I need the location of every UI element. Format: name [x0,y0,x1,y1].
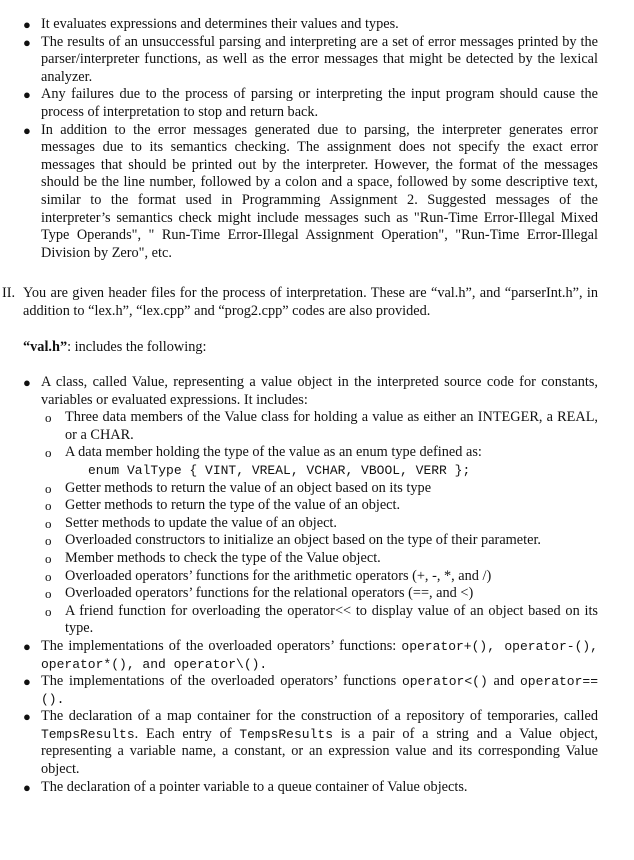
bullet-icon: ● [23,87,31,103]
section-ii-text: You are given header files for the process of interpretation. These are “val.h”, and “parserInt.h”, in addition to “lex.h”, “lex.cpp” and “prog2.cpp” codes are also provided. [23,285,598,319]
bullet-icon: ● [23,122,31,138]
bullet-icon: ● [23,779,31,795]
map-code-1: TempsResults [41,726,135,742]
value-class-intro: A class, called Value, representing a value object in the interpreted source code for constants, variables or evaluated expressions. It includes: [41,374,598,408]
map-text-3: is a pair of a string and a Value object, representing a variable name, a constant, or an expression value and its corresponding Value object. [41,725,598,778]
map-text-1: The declaration of a map container for the construction of a repository of temporaries, called [41,708,598,725]
valh-heading-bold: “val.h” [23,339,68,355]
valh-heading [23,339,206,357]
valh-list [0,374,598,796]
section-ii [0,285,598,320]
impl1-code: operator+(), operator-(), operator*(), and operator\(). [41,638,598,672]
enum-code-line [0,462,598,480]
circle-bullet-icon: o [45,445,52,461]
list-item [0,374,598,409]
impl2-mid: and [487,673,520,690]
list-item [0,638,598,673]
list-item: o Overloaded operators’ functions for the arithmetic operators (+, -, *, and /) [45,567,492,584]
circle-bullet-icon: o [45,550,52,566]
value-class-sublist [0,409,598,638]
circle-bullet-icon: o [45,480,52,496]
circle-bullet-icon: o [45,586,52,602]
list-item [0,779,598,797]
valh-heading-rest: : includes the following: [67,339,207,355]
circle-bullet-icon: o [45,603,52,619]
list-item: ● It evaluates expressions and determines their values and types. [23,16,399,32]
list-item: o Overloaded operators’ functions for the relational operators (==, and <) [45,585,474,602]
section-number: II. [2,285,16,301]
list-item: o Setter methods to update the value of an object. [45,514,337,531]
list-item [0,673,598,708]
list-item: o Getter methods to return the value of an object based on its type [45,479,432,496]
bullet-icon: ● [23,17,31,32]
list-item: ● Any failures due to the process of parsing or interpreting the input program should cause the process of interpretation to stop and return back. [23,86,598,120]
enum-code: enum ValType { VINT, VREAL, VCHAR, VBOOL, VERR }; [88,462,471,478]
list-item: o A data member holding the type of the value as an enum type defined as: [45,444,482,461]
map-text-2: . Each entry of [134,725,240,742]
bullet-icon: ● [23,34,31,50]
queue-text: The declaration of a pointer variable to a queue container of Value objects. [41,778,468,795]
bullet-icon: ● [23,375,31,390]
list-item: ● In addition to the error messages generated due to parsing, the interpreter generates error messages due to its semantics checking. The assignment does not specify the exact error messages that should be printed out by the interpreter. However, the format of the messages should be the line number, followed by a colon and a space, followed by some descriptive text, similar to the format used in Programming Assignment 2. Suggested messages of the interpreter’s semantics check might include messages such as "Run-Time Error-Illegal Mixed Type Operands", " Run-Time Error-Illegal Assignment Operation", "Run-Time Error-Illegal Division by Zero", etc. [23,121,598,261]
impl2-code-eq: operator==(). [41,674,598,707]
impl1-text: The implementations of the overloaded operators’ functions: [41,637,402,654]
list-item: o A friend function for overloading the operator<< to display value of an object based on its type. [45,602,598,637]
circle-bullet-icon: o [45,568,52,584]
impl2-text: The implementations of the overloaded operators’ functions [41,673,402,690]
bullet-icon: ● [23,638,31,654]
list-item: o Member methods to check the type of the Value object. [45,549,381,566]
bullet-icon: ● [23,674,31,690]
map-code-2: TempsResults [239,726,333,742]
list-item: o Three data members of the Value class for holding a value as either an INTEGER, a REAL, or a CHAR. [45,409,598,443]
list-item: o Getter methods to return the type of the value of an object. [45,497,401,514]
top-bullet-list [0,16,598,262]
impl2-code-lt: operator<() [401,674,488,690]
list-item: o Overloaded constructors to initialize an object based on the type of their parameter. [45,532,541,549]
circle-bullet-icon: o [45,410,52,426]
circle-bullet-icon: o [45,515,52,531]
circle-bullet-icon: o [45,533,52,549]
list-item: ● The results of an unsuccessful parsing and interpreting are a set of error messages printed by the parser/interpreter functions, as well as the error messages that might be detected by the lexical analyzer. [23,33,598,85]
list-item [0,708,598,778]
circle-bullet-icon: o [45,498,52,514]
bullet-icon: ● [23,709,31,725]
